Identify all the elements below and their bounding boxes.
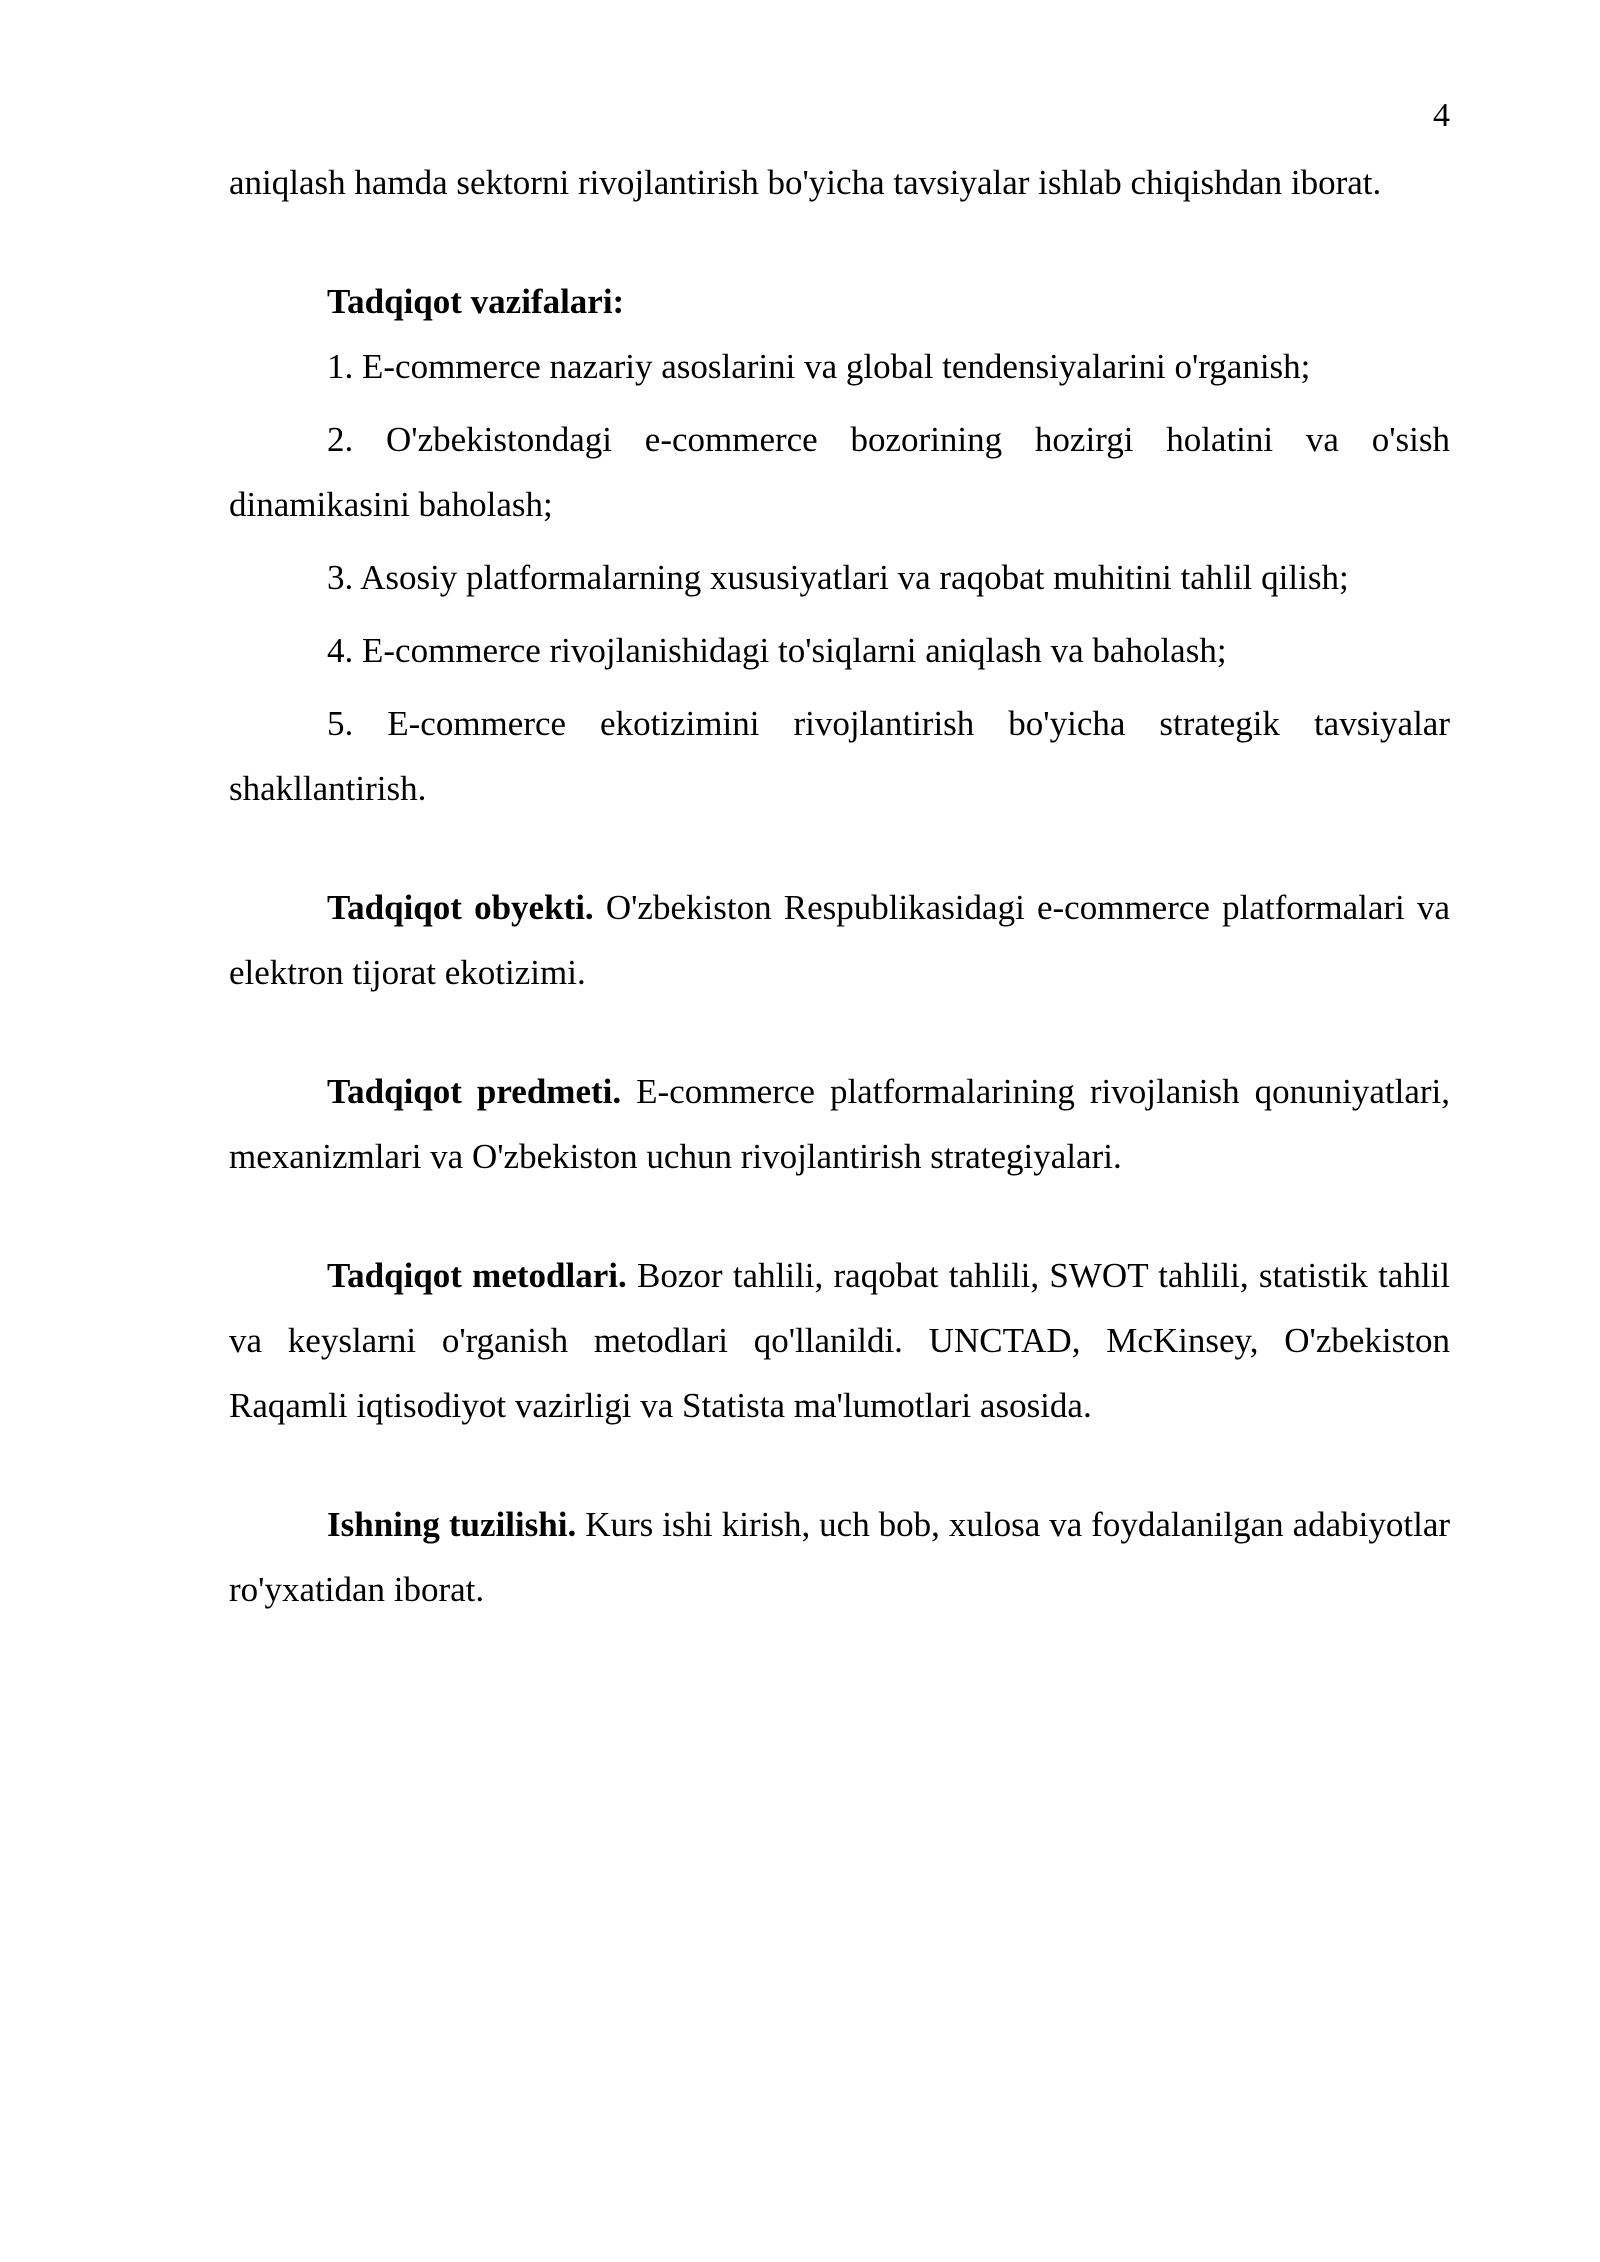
- intro-paragraph: aniqlash hamda sektorni rivojlantirish bo'yicha tavsiyalar ishlab chiqishdan iborat.: [229, 163, 1382, 202]
- work-structure-text: Kurs ishi kirish, uch bob, xulosa va foydalanilgan adabiyotlar ro'yxatidan iborat.: [229, 1505, 1451, 1609]
- task-item-4: 4. E-commerce rivojlanishidagi to'siqlarni aniqlash va baholash;: [327, 631, 1227, 670]
- research-object-label: Tadqiqot obyekti.: [327, 888, 594, 927]
- task-item-3: 3. Asosiy platformalarning xususiyatlari va raqobat muhitini tahlil qilish;: [327, 558, 1349, 597]
- research-object-paragraph: [229, 875, 1450, 1005]
- work-structure-paragraph: [229, 1492, 1450, 1622]
- task-item-2: 2. O'zbekistondagi e-commerce bozorining hozirgi holatini va o'sish dinamikasini baholash;: [229, 420, 1450, 524]
- work-structure-label: Ishning tuzilishi.: [327, 1505, 577, 1544]
- research-methods-text: Bozor tahlili, raqobat tahlili, SWOT tahlili, statistik tahlil va keyslarni o'rganish metodlari qo'llanildi. UNCTAD, McKinsey, O'zbekiston Raqamli iqtisodiyot vazirligi va Statista ma'lumotlari asosida.: [229, 1256, 1450, 1425]
- research-methods-paragraph: [229, 1243, 1450, 1438]
- page-number: 4: [1433, 97, 1450, 134]
- research-subject-label: Tadqiqot predmeti.: [327, 1072, 622, 1111]
- research-methods-label: Tadqiqot metodlari.: [327, 1256, 627, 1295]
- research-subject-paragraph: [229, 1059, 1450, 1189]
- research-object-text: O'zbekiston Respublikasidagi e-commerce platformalari va elektron tijorat ekotizimi.: [229, 888, 1450, 992]
- task-item-1: 1. E-commerce nazariy asoslarini va global tendensiyalarini o'rganish;: [327, 347, 1311, 386]
- task-item-5: 5. E-commerce ekotizimini rivojlantirish bo'yicha strategik tavsiyalar shakllantirish.: [229, 704, 1450, 808]
- page-content: [229, 150, 1450, 1622]
- tasks-heading: Tadqiqot vazifalari:: [327, 282, 625, 321]
- research-subject-text: E-commerce platformalarining rivojlanish qonuniyatlari, mexanizmlari va O'zbekiston uchun rivojlantirish strategiyalari.: [229, 1072, 1450, 1176]
